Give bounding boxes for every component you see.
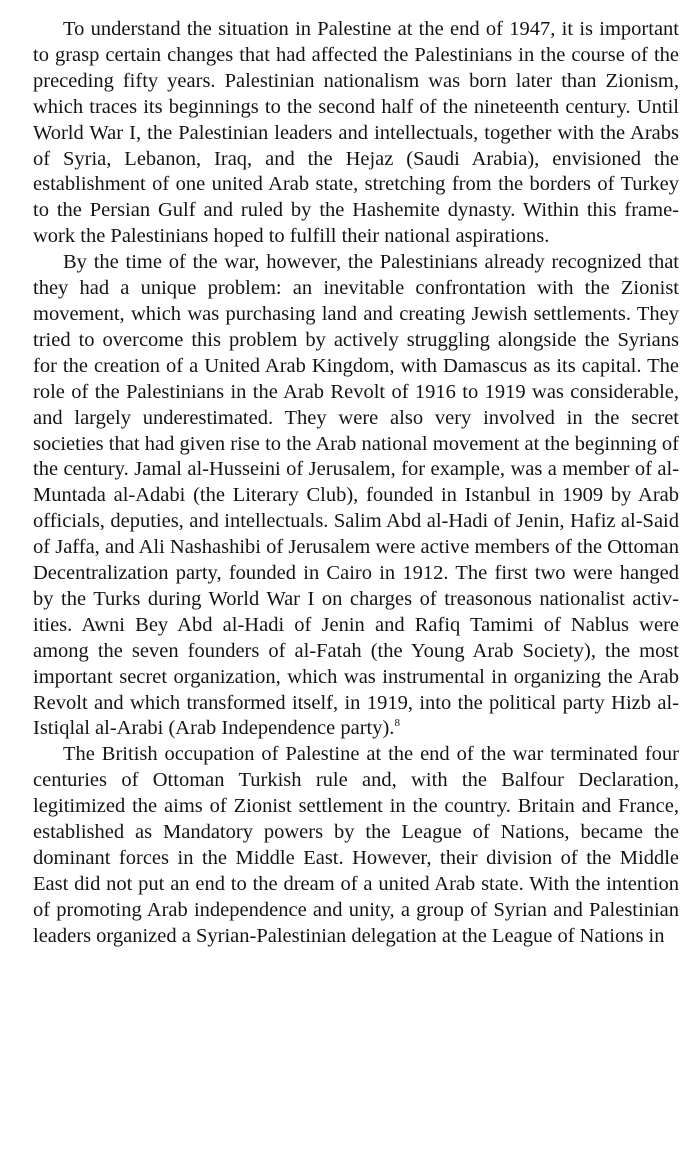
paragraph-british-occupation — [33, 742, 679, 949]
paragraph-palestinian-nationalism — [33, 17, 679, 250]
paragraph-text: The British occupation of Palestine at the end of the war terminated four centuries of Ottoman Turkish rule and, with the Balfour Declaration, legitimized the aims of Zionist settlement in the country. Britain and France, established as Mandatory powers by the League of Nations, became the dominant forces in the Middle East. However, their division of the Middle East did not put an end to the dream of a united Arab state. With the intention of promoting Arab independence and unity, a group of Syrian and Palestinian leaders organized a Syrian-Palestinian delegation at the League of Nations in — [33, 743, 679, 947]
paragraph-text: To understand the situation in Palestine at the end of 1947, it is important to grasp certain changes that had affected the Palestinians in the course of the preceding fifty years. Palestinian nationalism was born later than Zionism, which traces its beginnings to the second half of the nineteenth century. Until World War I, the Palestinian leaders and intellectuals, together with the Arabs of Syria, Lebanon, Iraq, and the Hejaz (Saudi Arabia), envisioned the establishment of one united Arab state, stretching from the borders of Turkey to the Persian Gulf and ruled by the Hashemite dynasty. Within this framework the Palestinians hoped to fulfill their national aspirations. — [33, 18, 679, 248]
footnote-marker: 8 — [394, 717, 400, 730]
paragraph-secret-societies — [33, 250, 679, 742]
book-page — [33, 17, 679, 1137]
paragraph-text: By the time of the war, however, the Palestinians already recognized that they had a unique problem: an inevitable confrontation with the Zionist movement, which was purchasing land and creating Jewish settlements. They tried to overcome this problem by actively struggling alongside the Syrians for the creation of a United Arab Kingdom, with Damascus as its capital. The role of the Palestinians in the Arab Revolt of 1916 to 1919 was considerable, and largely underestimated. They were also very involved in the secret societies that had given rise to the Arab national movement at the beginning of the century. Jamal al-Husseini of Jerusalem, for example, was a member of al-Muntada al-Adabi (the Literary Club), founded in Istanbul in 1909 by Arab officials, deputies, and intellectuals. Salim Abd al-Hadi of Jenin, Hafiz al-Said of Jaffa, and Ali Nashashibi of Jerusalem were active members of the Ottoman Decentralization party, founded in Cairo in 1912. The first two were hanged by the Turks during World War I on charges of treasonous nationalist activities. Awni Bey Abd al-Hadi of Jenin and Rafiq Tamimi of Nablus were among the seven founders of al-Fatah (the Young Arab Society), the most important secret organization, which was instrumental in organizing the Arab Revolt and which transformed itself, in 1919, into the political party Hizb al-Istiqlal al-Arabi (Arab Independence party). — [33, 251, 679, 740]
